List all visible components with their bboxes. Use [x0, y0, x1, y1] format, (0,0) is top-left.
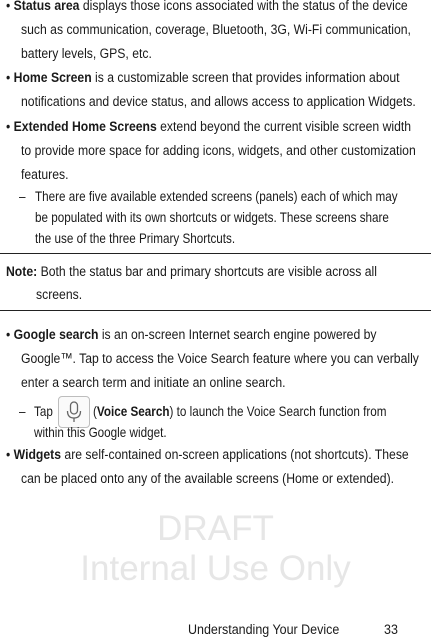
google-search-text: is an on-screen Internet search engine powered by [98, 327, 377, 343]
widgets-line-1 [6, 443, 409, 467]
google-search-line-3: enter a search term and initiate an online search. [21, 375, 286, 391]
extended-home-line-1 [6, 115, 411, 139]
extended-home-term: Extended Home Screens [13, 119, 157, 135]
note-line-1 [6, 260, 377, 284]
home-screen-line-1 [6, 66, 400, 90]
bullet: • [6, 447, 11, 463]
google-search-line-1 [6, 323, 377, 347]
watermark-internal-use: Internal Use Only [80, 549, 351, 588]
status-area-line-3: battery levels, GPS, etc. [21, 46, 152, 62]
voice-search-line-2: within this Google widget. [34, 425, 167, 440]
bullet: • [6, 0, 11, 14]
note-line-2: screens. [36, 287, 83, 303]
extended-home-sub-line-3: the use of the three Primary Shortcuts. [35, 231, 236, 246]
home-screen-term: Home Screen [13, 70, 92, 86]
note-text: Both the status bar and primary shortcuts are visible across all [37, 264, 377, 280]
home-screen-line-2: notifications and device status, and allows access to application Widgets. [21, 94, 416, 110]
extended-home-sub-line-1: There are five available extended screens (panels) each of which may [35, 189, 398, 204]
footer-section-title: Understanding Your Device [188, 622, 340, 638]
widgets-text: are self-contained on-screen applications (not shortcuts). These [61, 447, 409, 463]
google-search-line-2: Google™. Tap to access the Voice Search feature where you can verbally [21, 351, 419, 367]
widgets-line-2: can be placed onto any of the available screens (Home or extended). [21, 471, 395, 487]
widgets-term: Widgets [13, 447, 62, 463]
tap-label: Tap [34, 404, 53, 419]
dash: – [19, 189, 26, 204]
dash: – [19, 404, 26, 419]
extended-home-sub-line-2: be populated with its own shortcuts or widgets. These screens share [35, 210, 389, 225]
note-label: Note: [6, 264, 38, 280]
status-area-line-1 [6, 0, 408, 18]
status-area-term: Status area [13, 0, 80, 14]
bullet: • [6, 327, 11, 343]
home-screen-text: is a customizable screen that provides information about [91, 70, 400, 86]
google-search-term: Google search [13, 327, 99, 343]
status-area-line-2: such as communication, coverage, Bluetooth, 3G, Wi-Fi communication, [21, 22, 411, 38]
paren: ( [93, 404, 97, 419]
extended-home-line-3: features. [21, 167, 69, 183]
page-number: 33 [384, 622, 398, 638]
voice-search-term: Voice Search [96, 404, 170, 419]
extended-home-text: extend beyond the current visible screen width [156, 119, 412, 135]
voice-search-line-1 [93, 401, 387, 422]
extended-home-line-2: to provide more space for adding icons, widgets, and other customization [21, 143, 416, 159]
watermark-draft: DRAFT [157, 509, 274, 548]
status-area-text: displays those icons associated with the status of the device [79, 0, 408, 14]
bullet: • [6, 119, 11, 135]
voice-search-text: ) to launch the Voice Search function from [169, 404, 387, 419]
bullet: • [6, 70, 11, 86]
